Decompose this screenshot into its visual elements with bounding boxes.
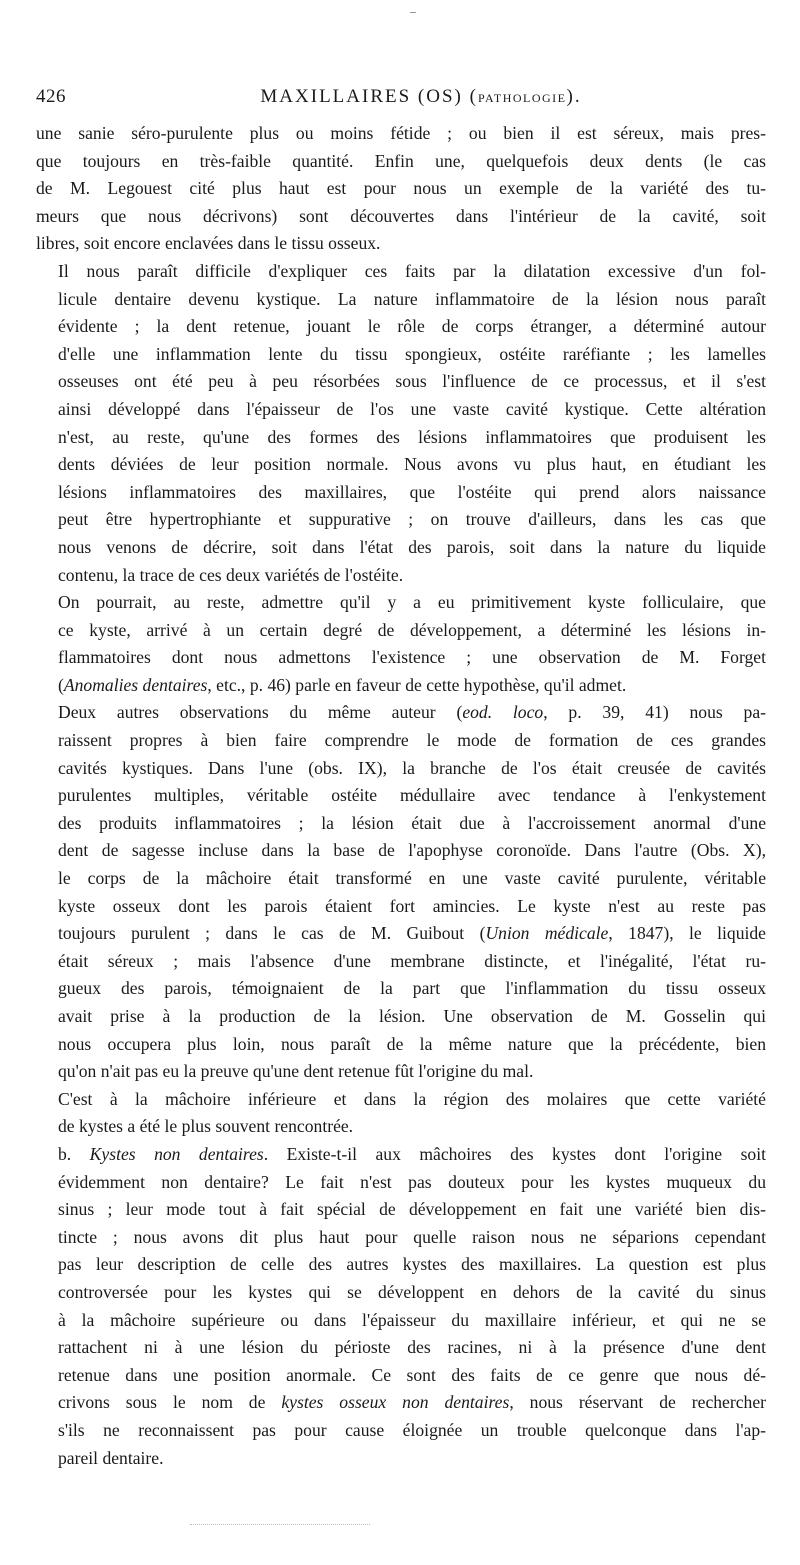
text-line: gueux des parois, témoignaient de la part que l'inflammation du tissu osseux — [58, 978, 766, 999]
text-line: cavités kystiques. Dans l'une (obs. IX), la branche de l'os était creusée de cavités — [58, 757, 766, 778]
text-line: flammatoires dont nous admettons l'existence ; une observation de M. Forget — [58, 647, 766, 668]
text-line: peut être hypertrophiante et suppurative ; on trouve d'ailleurs, dans les cas que — [58, 509, 766, 530]
page-number: 426 — [36, 86, 66, 107]
text-line: évidemment non dentaire? Le fait n'est pas douteux pour les kystes muqueux du — [58, 1171, 766, 1192]
page-header — [36, 86, 766, 116]
running-head-small: PATHOLOGIE — [477, 91, 567, 105]
text-line: dents déviées de leur position normale. Nous avons vu plus haut, en étudiant les — [58, 454, 766, 475]
text-line: qu'on n'ait pas eu la preuve qu'une dent retenue fût l'origine du mal. — [58, 1061, 534, 1082]
paragraph — [36, 1141, 766, 1472]
running-head-end: ). — [566, 86, 582, 107]
text-line: licule dentaire devenu kystique. La nature inflammatoire de la lésion nous paraît — [58, 288, 766, 309]
text-line: pareil dentaire. — [58, 1447, 164, 1468]
paragraph — [36, 120, 766, 258]
text-line: meurs que nous décrivons) sont découvertes dans l'intérieur de la cavité, soit — [36, 205, 766, 226]
running-head — [36, 86, 766, 108]
text-line: contenu, la trace de ces deux variétés de l'ostéite. — [58, 564, 404, 585]
text-line: de kystes a été le plus souvent rencontrée. — [58, 1116, 354, 1137]
text-line: b. Kystes non dentaires. Existe-t-il aux mâchoires des kystes dont l'origine soit — [58, 1143, 766, 1164]
text-line: C'est à la mâchoire inférieure et dans la région des molaires que cette variété — [58, 1088, 766, 1109]
text-line: de M. Legouest cité plus haut est pour nous un exemple de la variété des tu- — [36, 178, 766, 199]
paragraph — [36, 1086, 766, 1141]
text-line: pas leur description de celle des autres kystes des maxillaires. La question est plus — [58, 1254, 766, 1275]
text-line: nous occupera plus loin, nous paraît de la même nature que la précédente, bien — [58, 1033, 766, 1054]
text-line: à la mâchoire supérieure ou dans l'épaisseur du maxillaire inférieur, et qui ne se — [58, 1309, 766, 1330]
text-line: avait prise à la production de la lésion. Une observation de M. Gosselin qui — [58, 1006, 766, 1026]
text-line: sinus ; leur mode tout à fait spécial de développement en fait une variété bien dis- — [58, 1199, 766, 1220]
text-line: (Anomalies dentaires, etc., p. 46) parle en faveur de cette hypothèse, qu'il admet. — [58, 674, 627, 695]
text-line: le corps de la mâchoire était transformé en une vaste cavité purulente, véritable — [58, 868, 766, 889]
text-line: était séreux ; mais l'absence d'une membrane distincte, et l'inégalité, l'état ru- — [58, 950, 766, 971]
running-head-main: MAXILLAIRES (OS) ( — [260, 86, 478, 107]
text-line: des produits inflammatoires ; la lésion était due à l'accroissement anormal d'une — [58, 812, 766, 833]
paragraph — [36, 699, 766, 1085]
text-line: purulentes multiples, véritable ostéite médullaire avec tendance à l'enkystement — [58, 785, 766, 806]
text-line: évidente ; la dent retenue, jouant le rôle de corps étranger, a déterminé autour — [58, 316, 766, 337]
text-line: lésions inflammatoires des maxillaires, que l'ostéite qui prend alors naissance — [58, 481, 766, 502]
text-line: osseuses ont été peu à peu résorbées sous l'influence de ce processus, et il s'est — [58, 371, 766, 392]
text-line: Il nous paraît difficile d'expliquer ces faits par la dilatation excessive d'un fol- — [58, 260, 766, 281]
text-line: raissent propres à bien faire comprendre le mode de formation de ces grandes — [58, 730, 766, 751]
body-text — [36, 120, 766, 1472]
text-line: tincte ; nous avons dit plus haut pour quelle raison nous ne séparions cependant — [58, 1226, 766, 1247]
text-line: Deux autres observations du même auteur (eod. loco, p. 39, 41) nous pa- — [58, 702, 767, 723]
text-line: ce kyste, arrivé à un certain degré de développement, a déterminé les lésions in- — [58, 619, 766, 640]
book-page — [36, 86, 766, 1472]
paragraph — [36, 258, 766, 589]
text-line: libres, soit encore enclavées dans le tissu osseux. — [36, 233, 381, 254]
text-line: crivons sous le nom de kystes osseux non dentaires, nous réservant de rechercher — [58, 1392, 766, 1413]
text-line: rattachent ni à une lésion du périoste des racines, ni à la présence d'une dent — [58, 1337, 766, 1358]
text-line: kyste osseux dont les parois étaient fort amincies. Le kyste n'est au reste pas — [58, 895, 766, 916]
paragraph — [36, 589, 766, 699]
text-line: nous venons de décrire, soit dans l'état des parois, soit dans la nature du liquide — [58, 536, 766, 557]
text-line: retenue dans une position anormale. Ce sont des faits de ce genre que nous dé- — [58, 1364, 766, 1385]
text-line: que toujours en très-faible quantité. Enfin une, quelquefois deux dents (le cas — [36, 150, 766, 171]
bottom-print-marks — [190, 1524, 370, 1527]
text-line: On pourrait, au reste, admettre qu'il y a eu primitivement kyste folliculaire, que — [58, 592, 766, 613]
text-line: n'est, au reste, qu'une des formes des lésions inflammatoires que produisent les — [58, 426, 766, 447]
text-line: controversée pour les kystes qui se développent en dehors de la cavité du sinus — [58, 1281, 766, 1302]
text-line: d'elle une inflammation lente du tissu spongieux, ostéite raréfiante ; les lamelles — [58, 343, 766, 364]
text-line: ainsi développé dans l'épaisseur de l'os une vaste cavité kystique. Cette altération — [58, 398, 766, 419]
print-mark — [410, 12, 416, 13]
text-line: dent de sagesse incluse dans la base de l'apophyse coronoïde. Dans l'autre (Obs. X), — [58, 840, 766, 861]
text-line: une sanie séro-purulente plus ou moins fétide ; ou bien il est séreux, mais pres- — [36, 123, 766, 143]
text-line: toujours purulent ; dans le cas de M. Guibout (Union médicale, 1847), le liquide — [58, 923, 766, 944]
text-line: s'ils ne reconnaissent pas pour cause éloignée un trouble quelconque dans l'ap- — [58, 1419, 766, 1440]
